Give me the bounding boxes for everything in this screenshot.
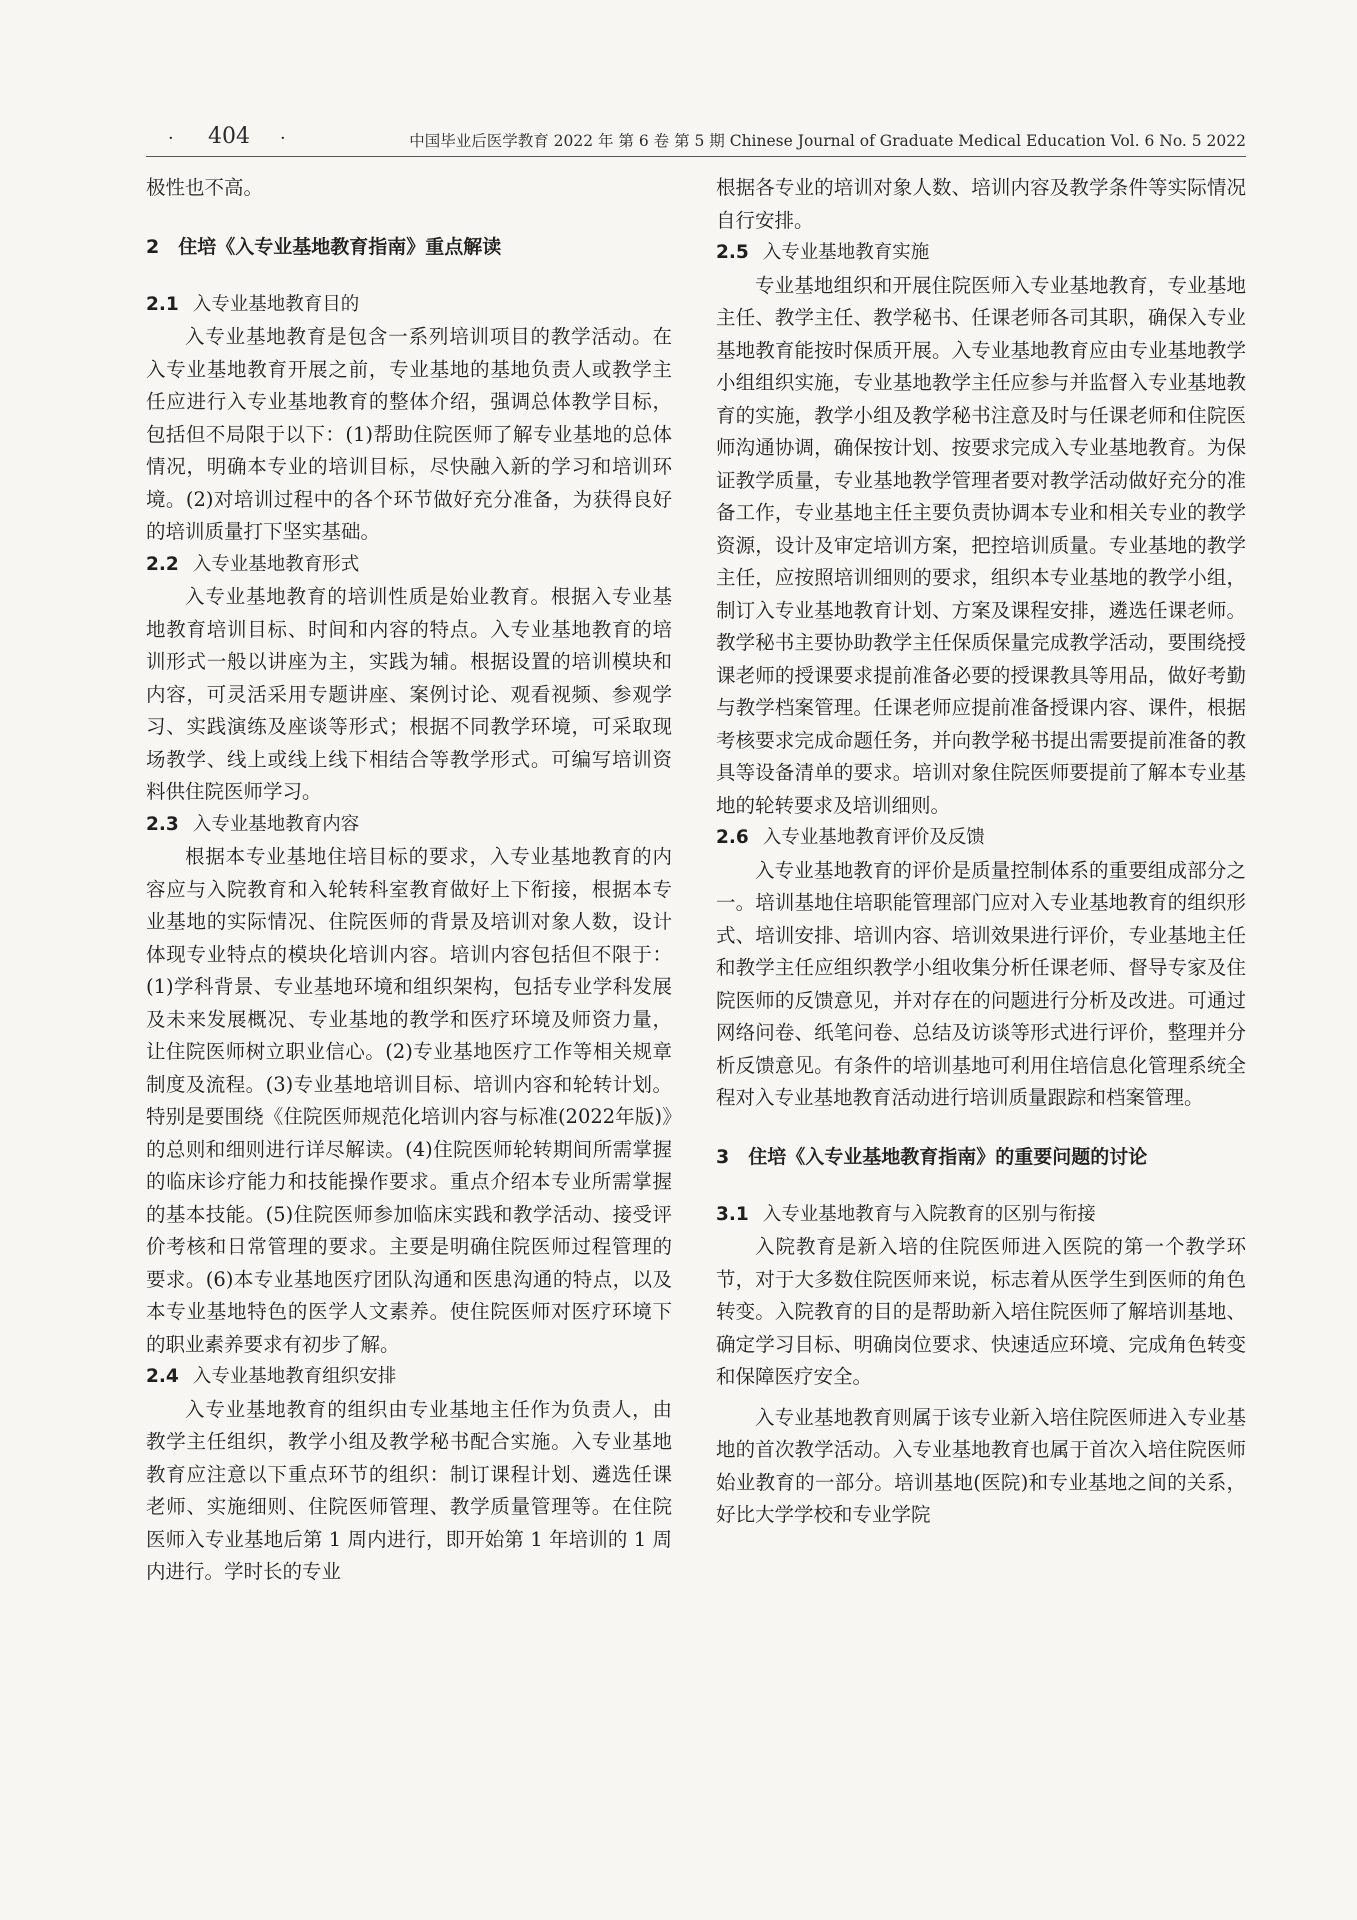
subsection-2-5-heading: [716, 237, 1246, 270]
subsection-2-6-heading: [716, 822, 1246, 855]
subsection-2-2-heading: [146, 549, 672, 582]
left-column: [146, 172, 672, 1589]
paragraph-2-5: 专业基地组织和开展住院医师入专业基地教育，专业基地主任、教学主任、教学秘书、任课老师各司其职，确保入专业基地教育能按时保质开展。入专业基地教育应由专业基地教学小组组织实施，专业基地教学主任应参与并监督入专业基地教育的实施，教学小组及教学秘书注意及时与任课老师和住院医师沟通协调，确保按计划、按要求完成入专业基地教育。为保证教学质量，专业基地教学管理者要对教学活动做好充分的准备工作，专业基地主任主要负责协调本专业和相关专业的教学资源，设计及审定培训方案，把控培训质量。专业基地的教学主任，应按照培训细则的要求，组织本专业基地的教学小组，制订入专业基地教育计划、方案及课程安排，遴选任课老师。教学秘书主要协助教学主任保质保量完成教学活动，要围绕授课老师的授课要求提前准备必要的授课教具等用品，做好考勤与教学档案管理。任课老师应提前准备授课内容、课件，根据考核要求完成命题任务，并向教学秘书提出需要提前准备的教具等设备清单的要求。培训对象住院医师要提前了解本专业基地的轮转要求及培训细则。: [716, 273, 1246, 817]
subsection-2-1-heading: [146, 289, 672, 322]
subsection-number: 2.4: [146, 1366, 179, 1387]
paragraph-2-3: 根据本专业基地住培目标的要求，入专业基地教育的内容应与入院教育和入轮转科室教育做好上下衔接，根据本专业基地的实际情况、住院医师的背景及培训对象人数，设计体现专业特点的模块化培训内容。培训内容包括但不限于：(1)学科背景、专业基地环境和组织架构，包括专业学科发展及未来发展概况、专业基地的教学和医疗环境及师资力量，让住院医师树立职业信心。(2)专业基地医疗工作等相关规章制度及流程。(3)专业基地培训目标、培训内容和轮转计划。特别是要围绕《住院医师规范化培训内容与标准(2022年版)》的总则和细则进行详尽解读。(4)住院医师轮转期间所需掌握的临床诊疗能力和技能操作要求。重点介绍本专业所需掌握的基本技能。(5)住院医师参加临床实践和教学活动、接受评价考核和日常管理的要求。主要是明确住院医师过程管理的要求。(6)本专业基地医疗团队沟通和医患沟通的特点，以及本专业基地特色的医学人文素养。使住院医师对医疗环境下的职业素养要求有初步了解。: [146, 845, 672, 1356]
subsection-2-4-heading: [146, 1361, 672, 1394]
subsection-title: 入专业基地教育评价及反馈: [762, 827, 985, 848]
subsection-title: 入专业基地教育内容: [192, 813, 360, 835]
paragraph-2-2: 入专业基地教育的培训性质是始业教育。根据入专业基地教育培训目标、时间和内容的特点。入专业基地教育的培训形式一般以讲座为主，实践为辅。根据设置的培训模块和内容，可灵活采用专题讲座、案例讨论、观看视频、参观学习、实践演练及座谈等形式；根据不同教学环境，可采取现场教学、线上或线上线下相结合等教学形式。可编写培训资料供住院医师学习。: [146, 585, 672, 803]
subsection-title: 入专业基地教育实施: [762, 242, 930, 263]
right-column: [716, 172, 1246, 1532]
journal-citation: 中国毕业后医学教育 2022 年 第 6 卷 第 5 期 Chinese Journal of Graduate Medical Education Vol. 6 No. 5 2022: [409, 132, 1246, 150]
subsection-title: 入专业基地教育目的: [192, 293, 360, 315]
subsection-3-1-heading: [716, 1199, 1246, 1232]
header-dot-right: ·: [280, 128, 286, 149]
paragraph-2-4: 入专业基地教育的组织由专业基地主任作为负责人，由教学主任组织，教学小组及教学秘书配合实施。入专业基地教育应注意以下重点环节的组织：制订课程计划、遴选任课老师、实施细则、住院医师管理、教学质量管理等。在住院医师入专业基地后第 1 周内进行，即开始第 1 年培训的 1 周内进行。学时长的专业: [146, 1397, 672, 1583]
page-number: 404: [208, 124, 250, 149]
subsection-title: 入专业基地教育与入院教育的区别与衔接: [762, 1203, 1096, 1225]
section-2-heading: 2 住培《入专业基地教育指南》重点解读: [146, 235, 502, 258]
subsection-number: 3.1: [716, 1203, 749, 1225]
subsection-number: 2.5: [716, 242, 749, 263]
subsection-number: 2.6: [716, 827, 749, 848]
paragraph-3-1-b: 入专业基地教育则属于该专业新入培住院医师进入专业基地的首次教学活动。入专业基地教育也属于首次入培住院医师始业教育的一部分。培训基地(医院)和专业基地之间的关系，好比大学学校和专业学院: [716, 1405, 1246, 1526]
subsection-2-3-heading: [146, 809, 672, 842]
paragraph-3-1-a: 入院教育是新入培的住院医师进入医院的第一个教学环节，对于大多数住院医师来说，标志着从医学生到医师的角色转变。入院教育的目的是帮助新入培住院医师了解培训基地、确定学习目标、明确岗位要求、快速适应环境、完成角色转变和保障医疗安全。: [716, 1235, 1246, 1388]
continued-paragraph: 根据各专业的培训对象人数、培训内容及教学条件等实际情况自行安排。: [716, 176, 1246, 232]
paragraph-2-1: 入专业基地教育是包含一系列培训项目的教学活动。在入专业基地教育开展之前，专业基地的基地负责人或教学主任应进行入专业基地教育的整体介绍，强调总体教学目标，包括但不局限于以下：(1)帮助住院医师了解专业基地的总体情况，明确本专业的培训目标，尽快融入新的学习和培训环境。(2)对培训过程中的各个环节做好充分准备，为获得良好的培训质量打下坚实基础。: [146, 325, 672, 543]
subsection-title: 入专业基地教育组织安排: [192, 1366, 397, 1387]
section-3-heading: 3 住培《入专业基地教育指南》的重要问题的讨论: [716, 1145, 1148, 1168]
header-rule: [146, 156, 1246, 157]
subsection-number: 2.1: [146, 293, 179, 315]
running-header: [146, 120, 1246, 160]
subsection-title: 入专业基地教育形式: [192, 553, 360, 575]
continued-paragraph: 极性也不高。: [146, 176, 264, 199]
paragraph-2-6: 入专业基地教育的评价是质量控制体系的重要组成部分之一。培训基地住培职能管理部门应对入专业基地教育的组织形式、培训安排、培训内容、培训效果进行评价，专业基地主任和教学主任应组织教学小组收集分析任课老师、督导专家及住院医师的反馈意见，并对存在的问题进行分析及改进。可通过网络问卷、纸笔问卷、总结及访谈等形式进行评价，整理并分析反馈意见。有条件的培训基地可利用住培信息化管理系统全程对入专业基地教育活动进行培训质量跟踪和档案管理。: [716, 858, 1246, 1109]
subsection-number: 2.3: [146, 813, 179, 835]
header-dot-left: ·: [168, 128, 174, 149]
subsection-number: 2.2: [146, 553, 179, 575]
